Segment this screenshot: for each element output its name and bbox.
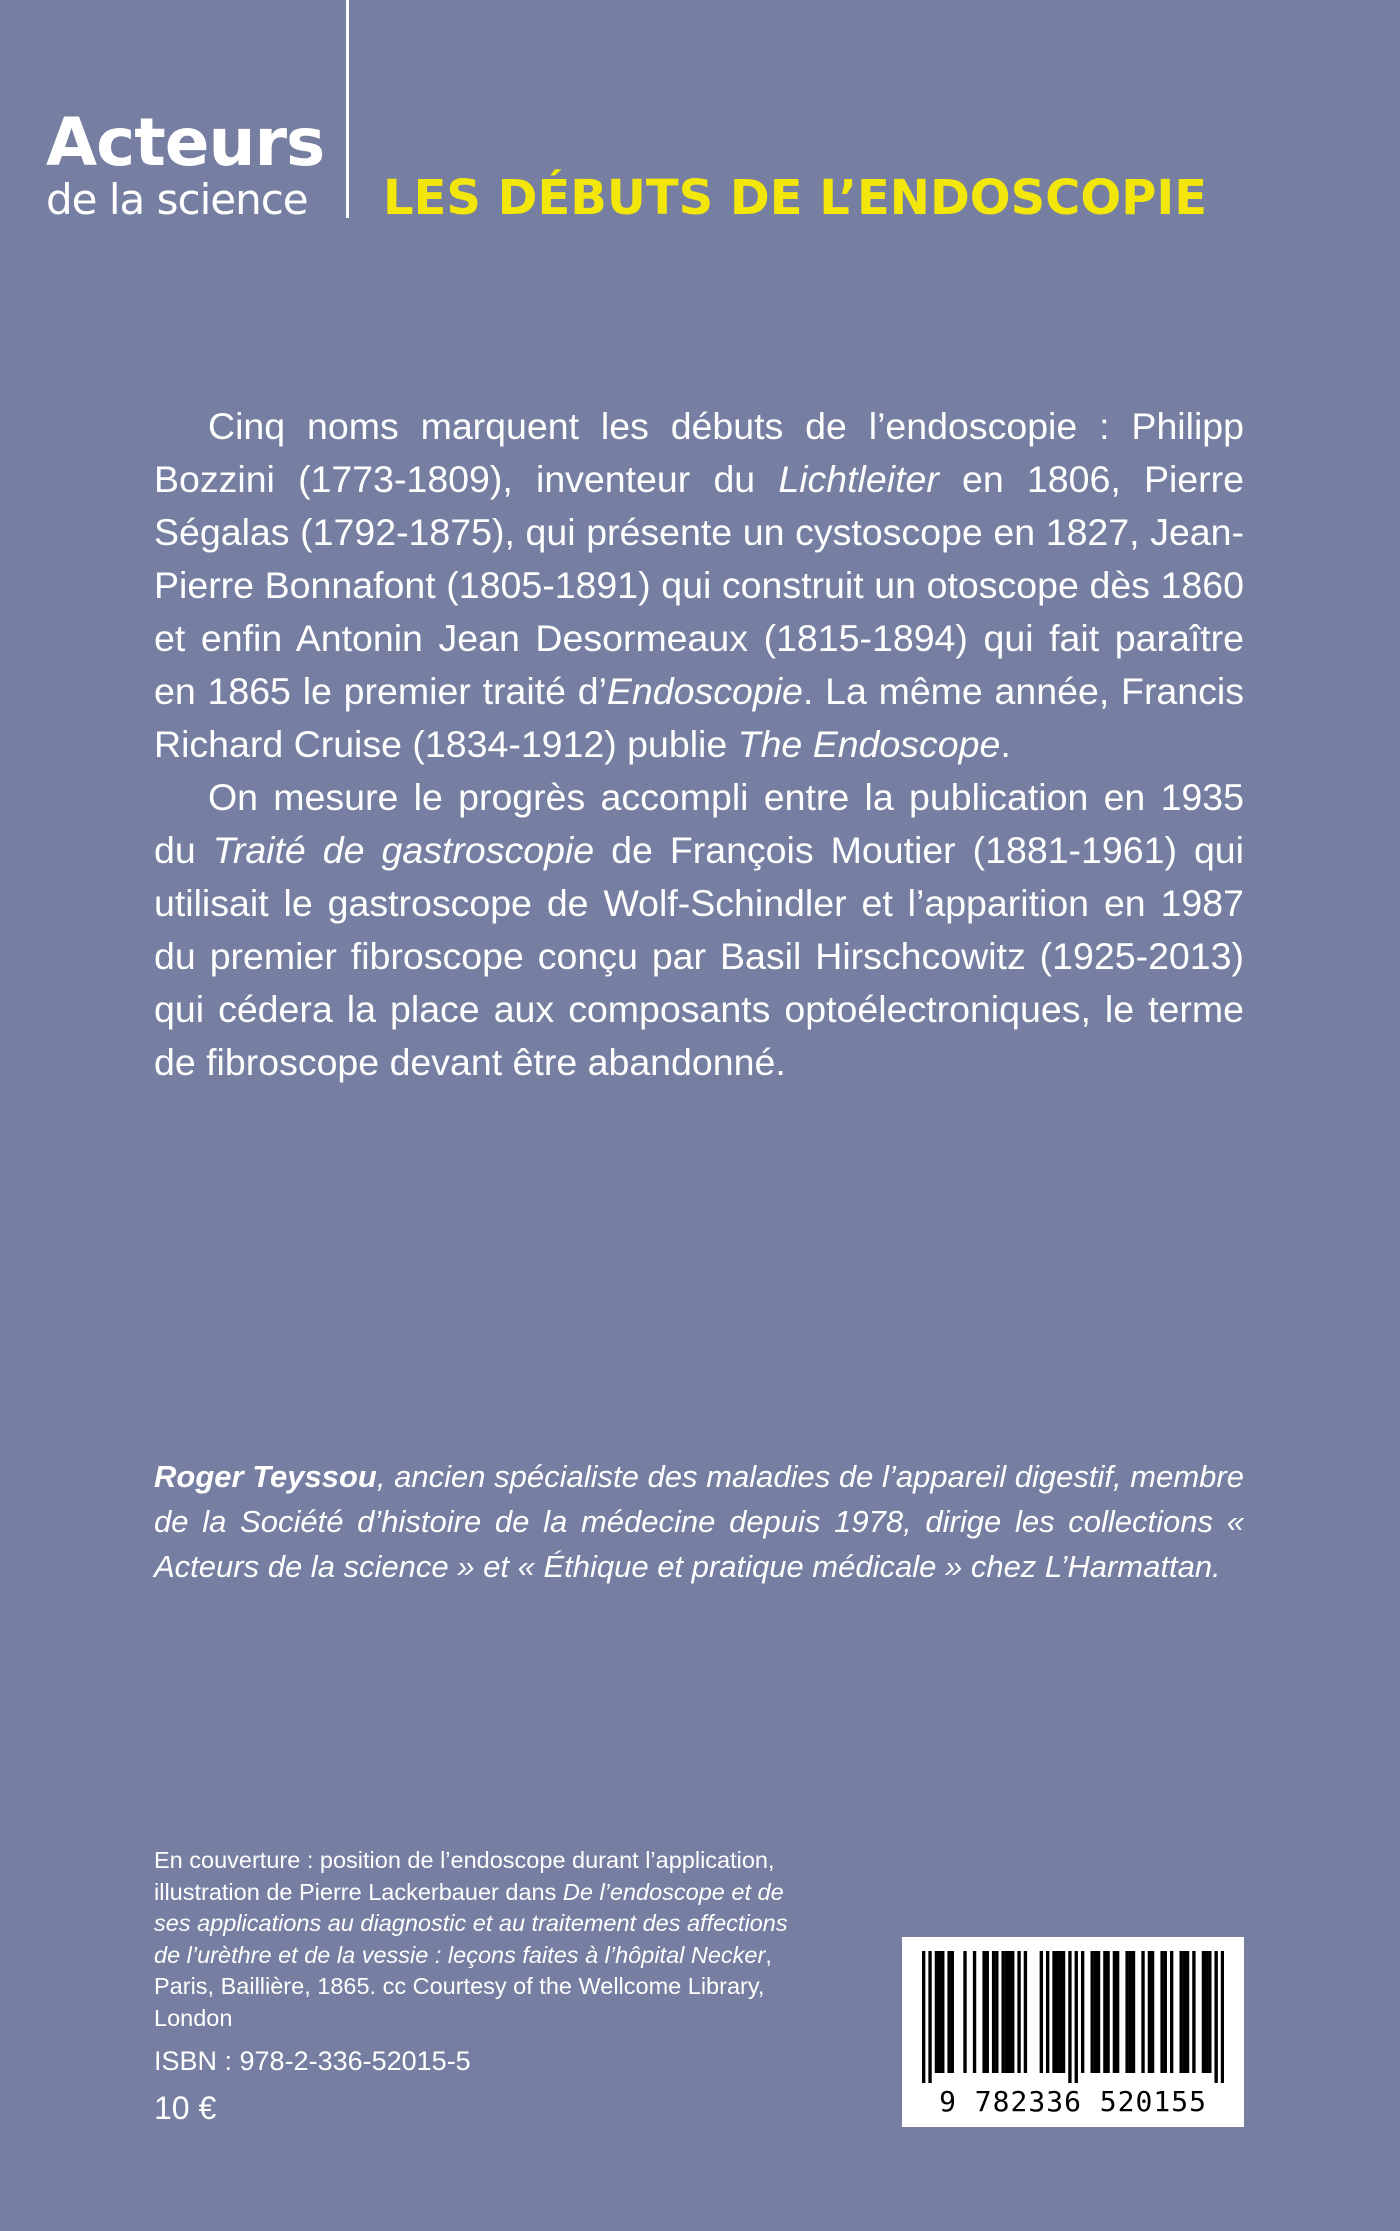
barcode-bar — [1208, 1951, 1211, 2073]
back-cover-summary — [154, 400, 1244, 1089]
text-run: . — [1000, 723, 1011, 765]
barcode-bar — [1116, 1951, 1119, 2073]
barcode-bar — [992, 1951, 995, 2073]
text-run: . La même année, Francis Richard Cruise (1834-1912) publie — [154, 670, 1244, 765]
barcode-bar — [1094, 1951, 1097, 2073]
header-divider — [346, 0, 349, 218]
barcode-bars — [922, 1951, 1224, 2083]
author-bio-text: , ancien spécialiste des maladies de l’appareil digestif, membre de la Société d’histoire de la médecine depuis 1978, dirige les collections « Acteurs de la science » et « Éthique et pratique médicale » chez L’Harmattan. — [154, 1459, 1244, 1584]
barcode-bar — [1017, 1951, 1020, 2073]
barcode-bar — [1129, 1951, 1132, 2073]
barcode-bar — [1179, 1951, 1182, 2073]
barcode-bar — [1081, 1951, 1084, 2073]
author-name: Roger Teyssou — [154, 1459, 377, 1494]
barcode-bar — [922, 1951, 925, 2083]
barcode-bar — [1001, 1951, 1004, 2073]
italic-text-run: De l’endoscope et de ses applications au diagnostic et au traitement des affections de l’urèthre et de la vessie : leçons faites à l’hôpital Necker — [154, 1878, 788, 1968]
barcode-bar — [1040, 1951, 1043, 2073]
barcode-bar — [1141, 1951, 1144, 2073]
barcode-bar — [1024, 1951, 1027, 2073]
barcode-bar — [1068, 1951, 1071, 2083]
barcode-bar — [1205, 1951, 1208, 2073]
barcode-bar — [1214, 1951, 1217, 2083]
isbn: ISBN : 978-2-336-52015-5 — [154, 2046, 471, 2076]
barcode-digits: 9 782336 520155 — [939, 2085, 1207, 2118]
barcode-bar — [1202, 1951, 1205, 2073]
barcode-bar — [1151, 1951, 1154, 2073]
barcode-bar — [1125, 1951, 1128, 2073]
author-bio — [154, 1454, 1244, 1589]
barcode-bar — [1148, 1951, 1151, 2073]
barcode-bar — [1113, 1951, 1116, 2073]
italic-text-run: Lichtleiter — [778, 458, 939, 500]
barcode-bar — [1186, 1951, 1189, 2073]
summary-paragraph-2 — [154, 771, 1244, 1089]
text-run: En couverture : position de l’endoscope durant l’application, illustration de Pierre Lackerbauer dans — [154, 1847, 775, 1905]
barcode-bar — [1103, 1951, 1106, 2073]
barcode-bar — [986, 1951, 989, 2073]
barcode-bar — [928, 1951, 931, 2083]
barcode-bar — [1005, 1951, 1008, 2073]
summary-paragraph-1 — [154, 400, 1244, 771]
text-run: Cinq noms marquent les débuts de l’endoscopie : Philipp Bozzini (1773-1809), inventeur du — [154, 405, 1244, 500]
barcode-bar — [951, 1951, 954, 2073]
barcode-bar — [1221, 1951, 1224, 2083]
italic-text-run: The Endoscope — [737, 723, 1001, 765]
barcode-bar — [1059, 1951, 1062, 2073]
book-title: LES DÉBUTS DE L’ENDOSCOPIE — [383, 170, 1208, 226]
barcode-bar — [1183, 1951, 1186, 2073]
barcode-bar — [1132, 1951, 1135, 2073]
series-name: Acteurs — [46, 104, 325, 181]
price: 10 € — [154, 2090, 217, 2126]
series-subtitle: de la science — [46, 175, 308, 224]
barcode-bar — [941, 1951, 944, 2073]
text-run: On mesure le progrès accompli entre la publication en 1935 du — [154, 776, 1244, 871]
barcode-bar — [1011, 1951, 1014, 2073]
barcode-bar — [935, 1951, 938, 2073]
barcode-bar — [1192, 1951, 1195, 2073]
italic-text-run: Endoscopie — [606, 670, 803, 712]
barcode-bar — [1046, 1951, 1049, 2073]
barcode-bar — [1170, 1951, 1173, 2073]
barcode-bar — [1160, 1951, 1163, 2073]
text-run: en 1806, Pierre Ségalas (1792-1875), qui présente un cystoscope en 1827, Jean-Pierre Bonnafont (1805-1891) qui construit un otoscope dès 1860 et enfin Antonin Jean Desormeaux (1815-1894) qui fait paraître en 1865 le premier traité d’ — [154, 458, 1244, 712]
italic-text-run: Traité de gastroscopie — [212, 829, 595, 871]
barcode-bar — [982, 1951, 985, 2073]
barcode-bar — [1062, 1951, 1065, 2073]
barcode-bar — [963, 1951, 966, 2073]
barcode-bar — [1164, 1951, 1167, 2073]
barcode-bar — [1056, 1951, 1059, 2073]
barcode-bar — [947, 1951, 950, 2073]
barcode-bar — [1106, 1951, 1109, 2073]
barcode — [902, 1937, 1244, 2127]
text-run: de François Moutier (1881-1961) qui utilisait le gastroscope de Wolf-Schindler et l’apparition en 1987 du premier fibroscope conçu par Basil Hirschcowitz (1925-2013) qui cédera la place aux composants optoélectroniques, le terme de fibroscope devant être abandonné. — [154, 829, 1244, 1083]
barcode-bar — [1052, 1951, 1055, 2073]
barcode-bar — [938, 1951, 941, 2073]
barcode-bar — [1097, 1951, 1100, 2073]
barcode-bar — [973, 1951, 976, 2073]
cover-credit — [154, 1845, 814, 2034]
text-run: , Paris, Baillière, 1865. cc Courtesy of the Wellcome Library, London — [154, 1941, 772, 2031]
barcode-bar — [1075, 1951, 1078, 2083]
barcode-bar — [1090, 1951, 1093, 2073]
series-logo — [46, 104, 325, 224]
barcode-bar — [995, 1951, 998, 2073]
barcode-bar — [1008, 1951, 1011, 2073]
